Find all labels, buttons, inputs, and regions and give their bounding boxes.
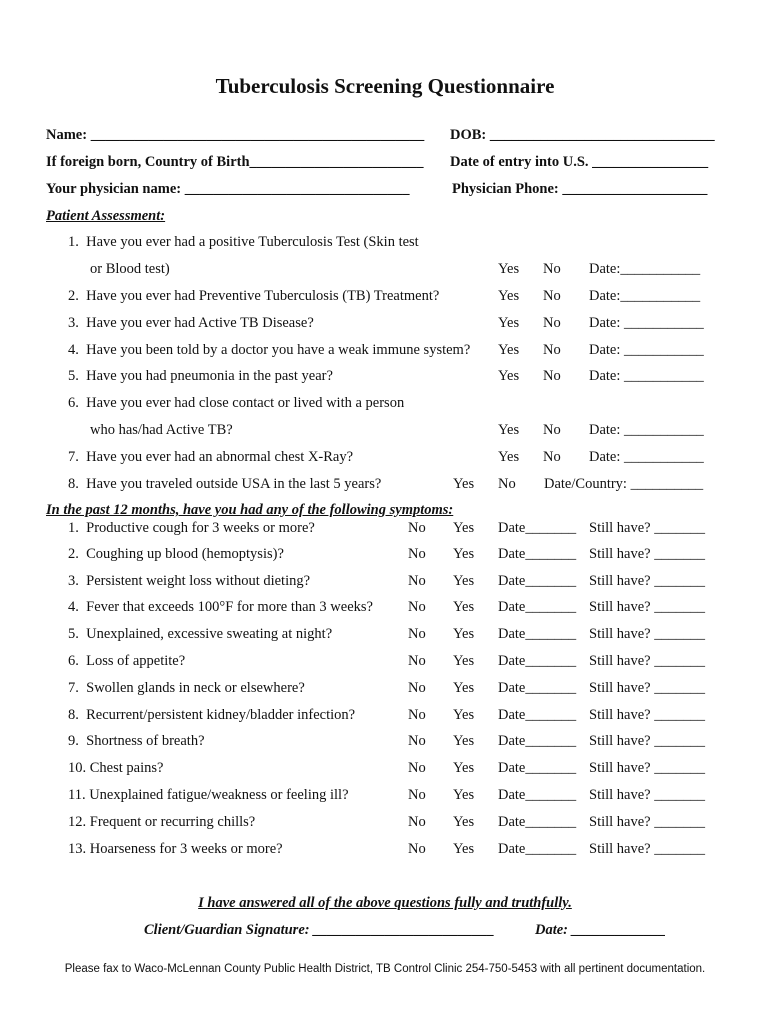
still-have-field[interactable]: Still have? _______ [589,626,705,642]
physician-name-field[interactable]: Your physician name: _______________________________ [46,181,410,197]
still-have-field[interactable]: Still have? _______ [589,653,705,669]
yes-option[interactable]: Yes [453,841,475,857]
still-have-field[interactable]: Still have? _______ [589,707,705,723]
symptoms-heading: In the past 12 months, have you had any of the following symptoms: [46,502,454,518]
yes-option[interactable]: Yes [453,814,475,830]
date-field[interactable]: Date:___________ [589,288,701,304]
no-option[interactable]: No [408,546,426,562]
date-field[interactable]: Date: ___________ [589,449,704,465]
no-option[interactable]: No [543,342,561,358]
yes-option[interactable]: Yes [453,626,475,642]
date-field[interactable]: Date: ___________ [589,368,704,384]
signature-field[interactable]: Client/Guardian Signature: _________________________ [144,922,495,938]
symptom-item: 10. Chest pains? [68,760,164,776]
no-option[interactable]: No [408,707,426,723]
assessment-question: 6. Have you ever had close contact or lived with a person [68,395,405,411]
no-option[interactable]: No [543,449,561,465]
yes-option[interactable]: Yes [453,733,475,749]
yes-option[interactable]: Yes [498,342,520,358]
no-option[interactable]: No [408,653,426,669]
symptom-item: 1. Productive cough for 3 weeks or more? [68,520,315,536]
date-country-field[interactable]: Date/Country: __________ [544,476,704,492]
dob-field[interactable]: DOB: _______________________________ [450,127,715,143]
assessment-question: 2. Have you ever had Preventive Tuberculosis (TB) Treatment? [68,288,440,304]
fax-instructions: Please fax to Waco-McLennan County Public Health District, TB Control Clinic 254-750-5453 with all pertinent documentation. [64,963,706,975]
still-have-field[interactable]: Still have? _______ [589,599,705,615]
assessment-question: 7. Have you ever had an abnormal chest X-Ray? [68,449,354,465]
date-field[interactable]: Date_______ [498,814,577,830]
symptom-item: 3. Persistent weight loss without dieting? [68,573,311,589]
yes-option[interactable]: Yes [498,368,520,384]
yes-option[interactable]: Yes [453,520,475,536]
no-option[interactable]: No [543,315,561,331]
assessment-question-cont: who has/had Active TB? [90,422,233,438]
no-option[interactable]: No [408,787,426,803]
date-field[interactable]: Date: ___________ [589,315,704,331]
no-option[interactable]: No [408,733,426,749]
patient-assessment-heading: Patient Assessment: [46,208,166,224]
no-option[interactable]: No [498,476,516,492]
date-field[interactable]: Date_______ [498,680,577,696]
still-have-field[interactable]: Still have? _______ [589,841,705,857]
symptom-item: 5. Unexplained, excessive sweating at night? [68,626,333,642]
yes-option[interactable]: Yes [453,599,475,615]
yes-option[interactable]: Yes [498,422,520,438]
yes-option[interactable]: Yes [498,315,520,331]
yes-option[interactable]: Yes [498,261,520,277]
date-field[interactable]: Date_______ [498,760,577,776]
no-option[interactable]: No [408,760,426,776]
date-field[interactable]: Date_______ [498,653,577,669]
still-have-field[interactable]: Still have? _______ [589,573,705,589]
no-option[interactable]: No [408,814,426,830]
attestation-statement: I have answered all of the above questions fully and truthfully. [198,895,572,911]
assessment-question: 3. Have you ever had Active TB Disease? [68,315,314,331]
country-of-birth-field[interactable]: If foreign born, Country of Birth________________________ [46,154,424,170]
no-option[interactable]: No [543,261,561,277]
assessment-question: 1. Have you ever had a positive Tuberculosis Test (Skin test [68,234,419,250]
symptom-item: 9. Shortness of breath? [68,733,205,749]
no-option[interactable]: No [543,422,561,438]
name-field[interactable]: Name: ______________________________________________ [46,127,425,143]
no-option[interactable]: No [543,288,561,304]
still-have-field[interactable]: Still have? _______ [589,787,705,803]
symptom-item: 2. Coughing up blood (hemoptysis)? [68,546,284,562]
no-option[interactable]: No [543,368,561,384]
symptom-item: 12. Frequent or recurring chills? [68,814,256,830]
yes-option[interactable]: Yes [453,787,475,803]
date-field[interactable]: Date: ___________ [589,422,704,438]
no-option[interactable]: No [408,520,426,536]
yes-option[interactable]: Yes [453,476,475,492]
yes-option[interactable]: Yes [453,546,475,562]
date-field[interactable]: Date_______ [498,787,577,803]
still-have-field[interactable]: Still have? _______ [589,733,705,749]
symptom-item: 13. Hoarseness for 3 weeks or more? [68,841,283,857]
symptom-item: 8. Recurrent/persistent kidney/bladder infection? [68,707,356,723]
date-field[interactable]: Date_______ [498,573,577,589]
no-option[interactable]: No [408,626,426,642]
symptom-item: 7. Swollen glands in neck or elsewhere? [68,680,305,696]
date-field[interactable]: Date: ___________ [589,342,704,358]
yes-option[interactable]: Yes [453,653,475,669]
signature-date-field[interactable]: Date: _____________ [535,922,666,938]
date-field[interactable]: Date_______ [498,599,577,615]
physician-phone-field[interactable]: Physician Phone: ____________________ [452,181,708,197]
still-have-field[interactable]: Still have? _______ [589,814,705,830]
date-field[interactable]: Date_______ [498,546,577,562]
yes-option[interactable]: Yes [453,707,475,723]
symptom-item: 6. Loss of appetite? [68,653,186,669]
still-have-field[interactable]: Still have? _______ [589,546,705,562]
yes-option[interactable]: Yes [498,449,520,465]
date-field[interactable]: Date_______ [498,707,577,723]
assessment-question: 4. Have you been told by a doctor you have a weak immune system? [68,342,471,358]
page-title: Tuberculosis Screening Questionnaire [215,74,555,98]
still-have-field[interactable]: Still have? _______ [589,520,705,536]
yes-option[interactable]: Yes [453,573,475,589]
yes-option[interactable]: Yes [453,760,475,776]
symptom-item: 4. Fever that exceeds 100°F for more than 3 weeks? [68,599,373,615]
still-have-field[interactable]: Still have? _______ [589,760,705,776]
no-option[interactable]: No [408,680,426,696]
yes-option[interactable]: Yes [498,288,520,304]
no-option[interactable]: No [408,573,426,589]
still-have-field[interactable]: Still have? _______ [589,680,705,696]
date-of-entry-field[interactable]: Date of entry into U.S. ________________ [450,154,709,170]
assessment-question-cont: or Blood test) [90,261,170,277]
date-field[interactable]: Date:___________ [589,261,701,277]
assessment-question: 5. Have you had pneumonia in the past year? [68,368,333,384]
symptom-item: 11. Unexplained fatigue/weakness or feeling ill? [68,787,349,803]
date-field[interactable]: Date_______ [498,520,577,536]
date-field[interactable]: Date_______ [498,841,577,857]
assessment-question: 8. Have you traveled outside USA in the last 5 years? [68,476,382,492]
date-field[interactable]: Date_______ [498,626,577,642]
no-option[interactable]: No [408,841,426,857]
yes-option[interactable]: Yes [453,680,475,696]
date-field[interactable]: Date_______ [498,733,577,749]
no-option[interactable]: No [408,599,426,615]
